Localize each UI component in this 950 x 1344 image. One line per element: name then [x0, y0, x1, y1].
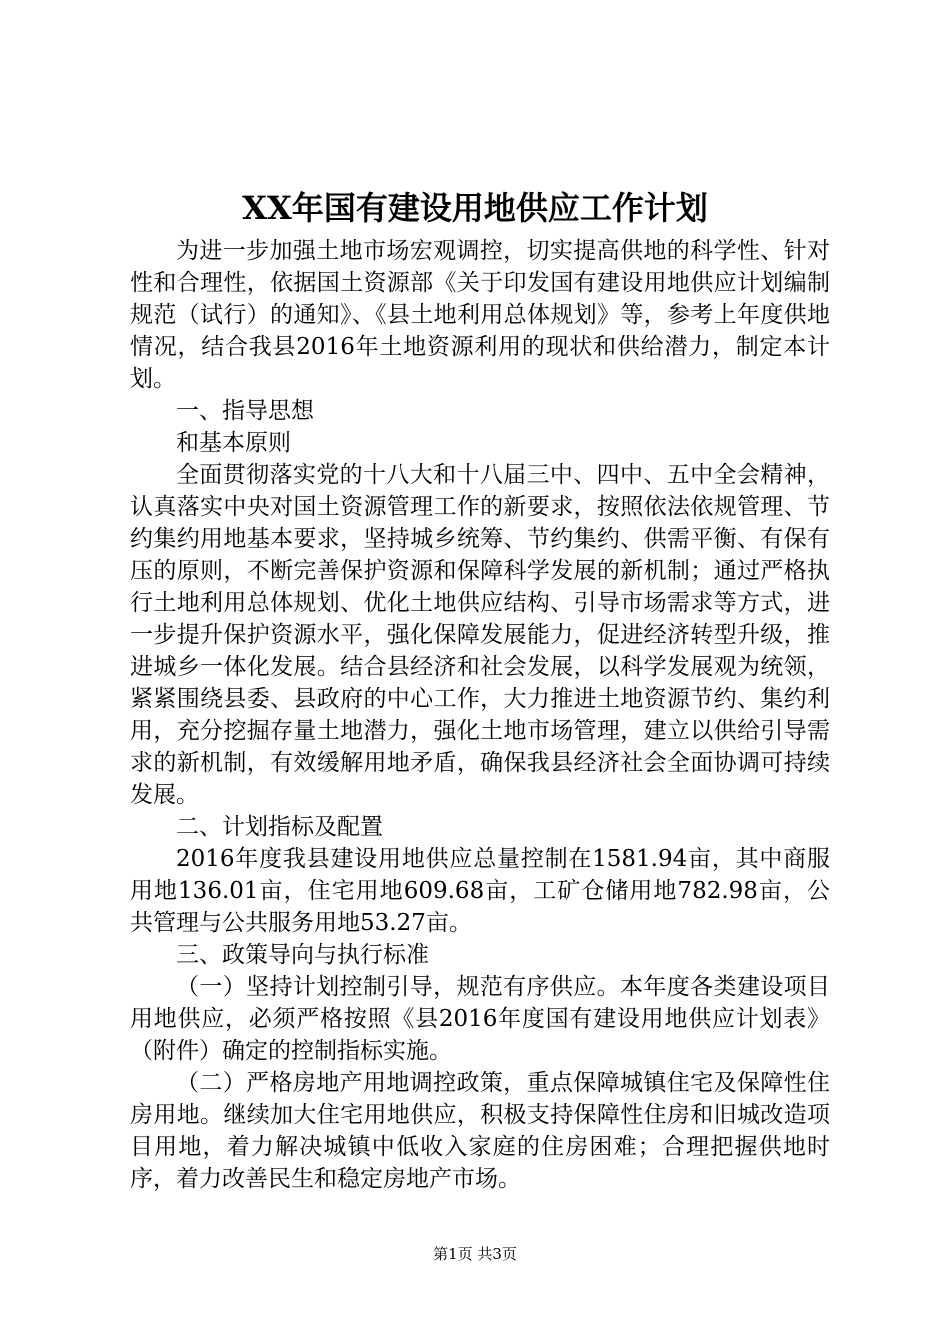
heading-basic-principles: 和基本原则 — [176, 430, 291, 456]
heading-plan-indicators: 二、计划指标及配置 — [176, 814, 383, 840]
heading-guiding-ideology: 一、指导思想 — [176, 398, 314, 424]
paragraph-policy-1: （一）坚持计划控制引导，规范有序供应。本年度各类建设项目用地供应，必须严格按照《县2016年度国有建设用地供应计划表》（附件）确定的控制指标实施。 — [130, 974, 830, 1064]
paragraph-intro: 为进一步加强土地市场宏观调控，切实提高供地的科学性、针对性和合理性，依据国土资源部《关于印发国有建设用地供应计划编制规范（试行）的通知》、《县土地利用总体规划》等，参考上年度供地情况，结合我县2016年土地资源利用的现状和供给潜力，制定本计划。 — [130, 238, 830, 392]
document-title: XX年国有建设用地供应工作计划 — [242, 189, 708, 227]
paragraph-policy-2: （二）严格房地产用地调控政策，重点保障城镇住宅及保障性住房用地。继续加大住宅用地供应，积极支持保障性住房和旧城改造项目用地，着力解决城镇中低收入家庭的住房困难；合理把握供地时序，着力改善民生和稳定房地产市场。 — [130, 1070, 830, 1192]
document-body — [130, 235, 830, 1195]
heading-policy-guidance: 三、政策导向与执行标准 — [176, 942, 429, 968]
paragraph-indicators: 2016年度我县建设用地供应总量控制在1581.94亩，其中商服用地136.01亩，住宅用地609.68亩，工矿仓储用地782.98亩，公共管理与公共服务用地53.27亩。 — [130, 846, 830, 936]
page-number-footer: 第1页 共3页 — [433, 1245, 517, 1263]
paragraph-principles: 全面贯彻落实党的十八大和十八届三中、四中、五中全会精神，认真落实中央对国土资源管理工作的新要求，按照依法依规管理、节约集约用地基本要求，坚持城乡统筹、节约集约、供需平衡、有保有压的原则，不断完善保护资源和保障科学发展的新机制；通过严格执行土地利用总体规划、优化土地供应结构、引导市场需求等方式，进一步提升保护资源水平，强化保障发展能力，促进经济转型升级，推进城乡一体化发展。结合县经济和社会发展，以科学发展观为统领，紧紧围绕县委、县政府的中心工作，大力推进土地资源节约、集约利用，充分挖掘存量土地潜力，强化土地市场管理，建立以供给引导需求的新机制，有效缓解用地矛盾，确保我县经济社会全面协调可持续发展。 — [130, 462, 830, 808]
